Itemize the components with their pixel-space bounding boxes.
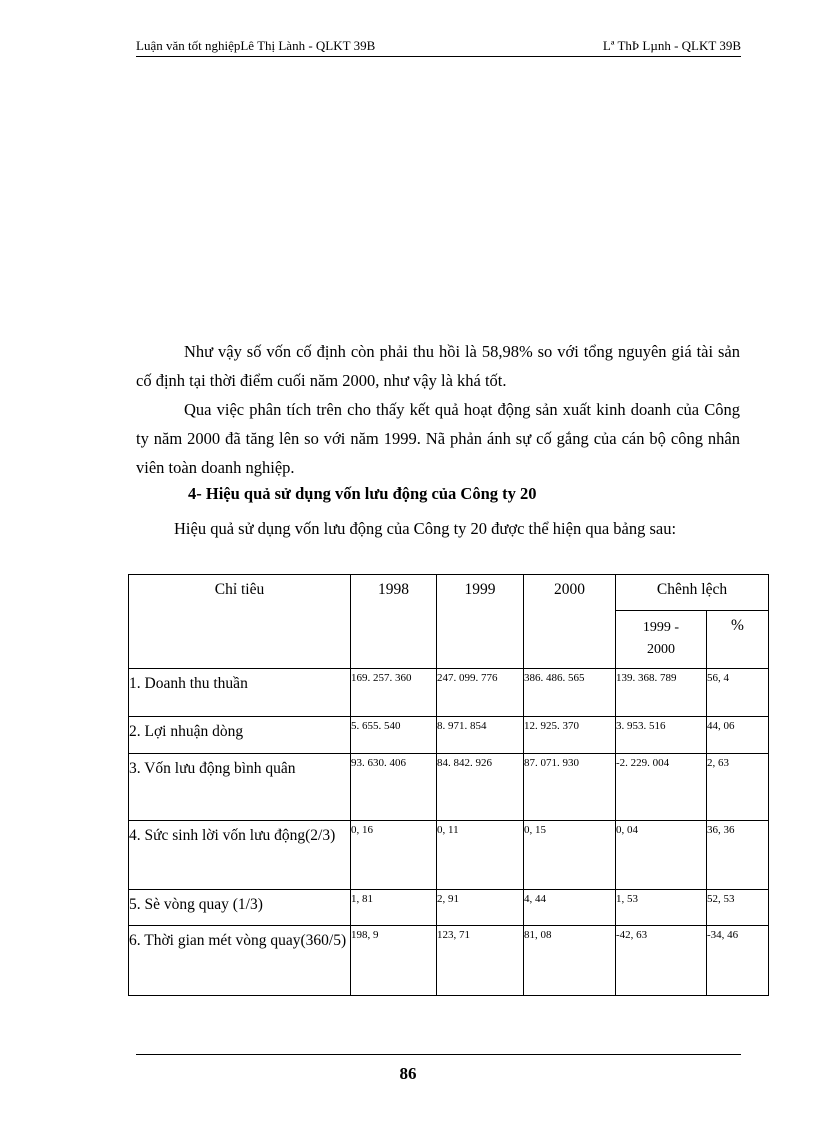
cell-diff: 139. 368. 789	[616, 669, 707, 717]
header-1998: 1998	[351, 575, 437, 669]
cell-1998: 93. 630. 406	[351, 754, 437, 821]
paragraph-intro: Hiệu quả sử dụng vốn lưu động của Công ty 20 được thể hiện qua bảng sau:	[174, 519, 677, 538]
cell-1999: 247. 099. 776	[437, 669, 524, 717]
cell-pct: 44, 06	[707, 717, 769, 754]
paragraph-fixed-capital: Như vậy số vốn cố định còn phải thu hồi là 58,98% so với tổng nguyên giá tài sản cố định tại thời điểm cuối năm 2000, như vậy là khá tốt.	[136, 342, 740, 390]
table-row	[129, 754, 769, 821]
paragraph-analysis: Qua việc phân tích trên cho thấy kết quả hoạt động sản xuất kinh doanh của Công ty năm 2000 đã tăng lên so với năm 1999. Nã phản ánh sự cố gắng của cán bộ công nhân viên toàn doanh nghiệp.	[136, 400, 740, 477]
working-capital-table	[128, 574, 769, 996]
cell-1999: 0, 11	[437, 821, 524, 890]
cell-pct: 56, 4	[707, 669, 769, 717]
header-diff-percent: %	[707, 611, 769, 669]
cell-2000: 81, 08	[524, 926, 616, 996]
table-row	[129, 926, 769, 996]
cell-diff: 3. 953. 516	[616, 717, 707, 754]
cell-1999: 8. 971. 854	[437, 717, 524, 754]
header-difference: Chênh lệch	[616, 575, 769, 611]
cell-1998: 5. 655. 540	[351, 717, 437, 754]
row-label: 5. Sè vòng quay (1/3)	[129, 890, 351, 926]
page-number: 86	[399, 1064, 417, 1083]
row-label: 3. Vốn lưu động bình quân	[129, 754, 351, 821]
header-indicator: Chỉ tiêu	[129, 575, 351, 669]
cell-pct: 36, 36	[707, 821, 769, 890]
cell-diff: -42, 63	[616, 926, 707, 996]
cell-2000: 87. 071. 930	[524, 754, 616, 821]
header-2000: 2000	[524, 575, 616, 669]
cell-2000: 12. 925. 370	[524, 717, 616, 754]
row-label: 2. Lợi nhuận dòng	[129, 717, 351, 754]
header-left-text: Luận văn tốt nghiệpLê Thị Lành - QLKT 39B	[136, 38, 376, 53]
table-row	[129, 669, 769, 717]
cell-2000: 386. 486. 565	[524, 669, 616, 717]
cell-diff: 0, 04	[616, 821, 707, 890]
cell-1999: 123, 71	[437, 926, 524, 996]
table-row	[129, 717, 769, 754]
cell-pct: 2, 63	[707, 754, 769, 821]
header-1999: 1999	[437, 575, 524, 669]
cell-1999: 84. 842. 926	[437, 754, 524, 821]
row-label: 6. Thời gian mét vòng quay(360/5)	[129, 926, 351, 996]
cell-1999: 2, 91	[437, 890, 524, 926]
cell-1998: 198, 9	[351, 926, 437, 996]
footer-divider	[136, 1054, 741, 1055]
table-row	[129, 821, 769, 890]
cell-pct: 52, 53	[707, 890, 769, 926]
header-right-text: Lª ThÞ Lµnh - QLKT 39B	[602, 38, 741, 53]
cell-1998: 1, 81	[351, 890, 437, 926]
cell-1998: 169. 257. 360	[351, 669, 437, 717]
row-label: 1. Doanh thu thuần	[129, 669, 351, 717]
cell-2000: 0, 15	[524, 821, 616, 890]
cell-1998: 0, 16	[351, 821, 437, 890]
cell-diff: 1, 53	[616, 890, 707, 926]
cell-2000: 4, 44	[524, 890, 616, 926]
cell-diff: -2. 229. 004	[616, 754, 707, 821]
cell-pct: -34, 46	[707, 926, 769, 996]
section-heading: 4- Hiệu quả sử dụng vốn lưu động của Công ty 20	[188, 484, 537, 503]
table-row	[129, 890, 769, 926]
page-header	[136, 36, 741, 57]
header-diff-period: 1999 - 2000	[616, 611, 707, 669]
row-label: 4. Sức sinh lời vốn lưu động(2/3)	[129, 821, 351, 890]
